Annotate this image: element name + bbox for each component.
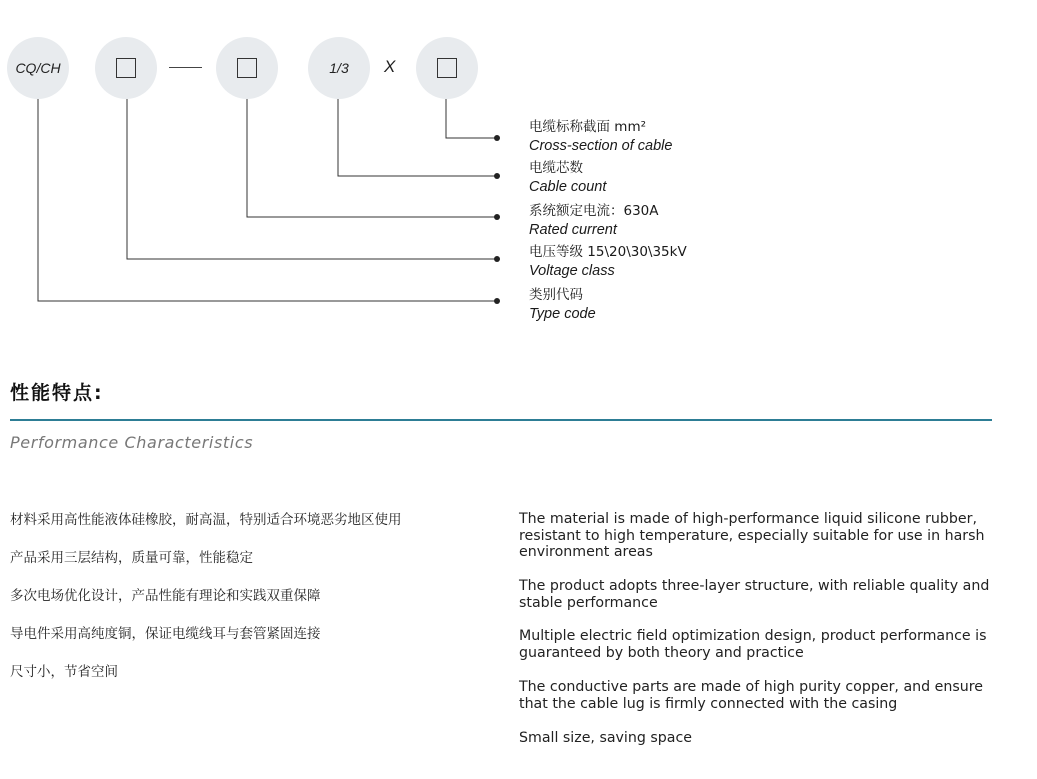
multiply-sign: X [384, 57, 396, 76]
legend-cable-count-cn: 电缆芯数 [529, 160, 583, 176]
leader-dot-rated-current [494, 214, 500, 220]
legend-type-code [529, 286, 596, 324]
section-title: 性能特点: [10, 382, 104, 404]
leader-dot-cable-count [494, 173, 500, 179]
leader-line-type-code [38, 99, 497, 301]
legend-voltage-class [529, 243, 687, 281]
leader-dot-cross-section [494, 135, 500, 141]
feature-en-item: The product adopts three-layer structure, with reliable quality and stable performance [519, 578, 990, 611]
feature-cn-item: 产品采用三层结构，质量可靠，性能稳定 [10, 550, 253, 566]
legend-cable-count [529, 159, 606, 197]
type-code-text: CQ/CH [15, 60, 61, 76]
legend-voltage-class-en: Voltage class [529, 263, 615, 279]
leader-line-rated-current [247, 99, 497, 217]
feature-en-item: Small size, saving space [519, 730, 692, 746]
leader-dot-type-code [494, 298, 500, 304]
section-subtitle: Performance Characteristics [10, 433, 254, 452]
legend-cross-section [529, 118, 672, 156]
legend-voltage-class-cn: 电压等级 15\20\30\35kV [529, 244, 687, 260]
legend-rated-current-cn: 系统额定电流：630A [529, 203, 659, 219]
legend-rated-current [529, 202, 659, 240]
feature-cn-item: 导电件采用高纯度铜，保证电缆线耳与套管紧固连接 [10, 626, 321, 642]
features-list-english [519, 511, 995, 750]
leader-line-voltage-class [127, 99, 497, 259]
legend-cable-count-en: Cable count [529, 179, 607, 195]
leader-line-cross-section [446, 99, 497, 138]
leader-lines-diagram [0, 0, 1037, 340]
leader-dot-voltage-class [494, 256, 500, 262]
feature-cn-item: 材料采用高性能液体硅橡胶，耐高温，特别适合环境恶劣地区使用 [10, 512, 402, 528]
feature-cn-item: 尺寸小，节省空间 [10, 664, 118, 680]
legend-type-code-en: Type code [529, 306, 596, 322]
features-list-chinese [10, 511, 490, 701]
cable-count-text: 1/3 [329, 60, 349, 76]
section-divider [10, 419, 992, 421]
feature-en-item: The material is made of high-performance liquid silicone rubber, resistant to high temperature, especially suitable for use in harsh environment areas [519, 511, 985, 560]
feature-en-item: Multiple electric field optimization design, product performance is guaranteed by both theory and practice [519, 628, 987, 661]
legend-cross-section-en: Cross-section of cable [529, 138, 673, 154]
legend-type-code-cn: 类别代码 [529, 287, 583, 303]
legend-rated-current-en: Rated current [529, 222, 617, 238]
feature-cn-item: 多次电场优化设计，产品性能有理论和实践双重保障 [10, 588, 321, 604]
feature-en-item: The conductive parts are made of high purity copper, and ensure that the cable lug is firmly connected with the casing [519, 679, 984, 712]
legend-cross-section-cn: 电缆标称截面 mm² [529, 119, 647, 135]
